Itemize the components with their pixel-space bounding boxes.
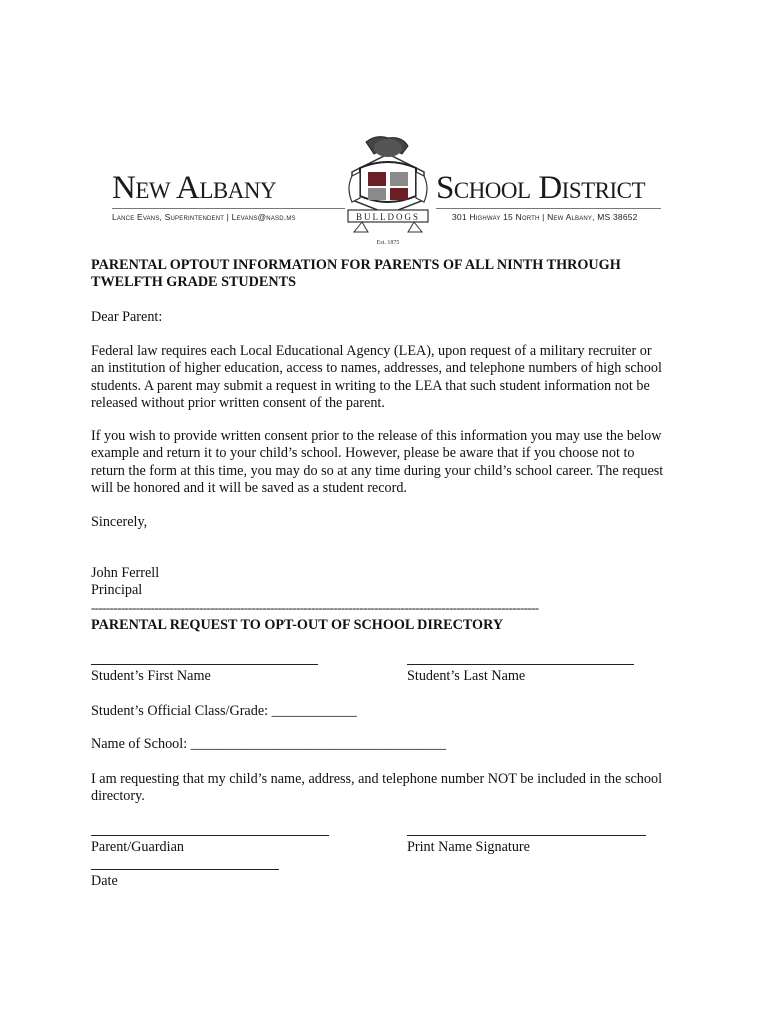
class-grade-field[interactable]: Student’s Official Class/Grade: ____________	[91, 703, 357, 719]
signer-title: Principal	[91, 582, 143, 598]
letter-title-line1: PARENTAL OPTOUT INFORMATION FOR PARENTS OF ALL NINTH THROUGH	[91, 257, 621, 273]
paragraph-line: Federal law requires each Local Educational Agency (LEA), upon request of a military recruiter or	[91, 343, 652, 359]
paragraph-line: will be honored and it will be saved as a student record.	[91, 480, 407, 497]
cut-line-separator: ------------------------------------------------------------------------------------------------------------------------	[91, 600, 539, 615]
address-line: 301 Highway 15 North | New Albany, MS 38652	[452, 212, 638, 222]
parent-guardian-label: Parent/Guardian	[91, 839, 184, 855]
first-name-label: Student’s First Name	[91, 668, 211, 684]
last-name-label: Student’s Last Name	[407, 668, 526, 684]
letter-title-line2: TWELFTH GRADE STUDENTS	[91, 274, 296, 290]
request-line: I am requesting that my child’s name, address, and telephone number NOT be included in the school	[91, 771, 663, 787]
paragraph-line: released without prior written consent of the parent.	[91, 395, 385, 412]
request-statement	[91, 771, 662, 806]
parent-signature-field[interactable]	[91, 835, 329, 836]
paragraph-line: students. A parent may submit a request in writing to the LEA that such student information not be	[91, 377, 650, 394]
signer-name: John Ferrell	[91, 565, 160, 581]
paragraph-line: If you wish to provide written consent prior to the release of this information you may use the below	[91, 428, 662, 444]
closing: Sincerely,	[91, 514, 148, 530]
print-name-label: Print Name Signature	[407, 839, 530, 855]
paragraph-line: an institution of higher education, access to names, addresses, and telephone numbers of high school	[91, 360, 662, 377]
form-title: PARENTAL REQUEST TO OPT-OUT OF SCHOOL DIRECTORY	[91, 617, 504, 633]
paragraph-line: return the form at this time, you may do so at any time during your child’s school career. The request	[91, 462, 664, 479]
request-line: directory.	[91, 788, 145, 805]
school-name-field[interactable]: Name of School: ____________________________________	[91, 736, 447, 752]
letterhead-rule-left	[112, 208, 345, 209]
paragraph-2	[91, 428, 663, 498]
crest-logo	[342, 132, 434, 248]
crest-established-text: Est. 1875	[376, 240, 400, 246]
date-label: Date	[91, 873, 118, 889]
superintendent-line: Lance Evans, Superintendent | Levans@nasd.ms	[112, 212, 296, 222]
district-name-right: School District	[436, 170, 646, 206]
salutation: Dear Parent:	[91, 309, 163, 325]
last-name-field[interactable]	[407, 664, 634, 665]
print-name-signature-field[interactable]	[407, 835, 646, 836]
crest-banner-text: BULLDOGS	[355, 212, 421, 222]
first-name-field[interactable]	[91, 664, 318, 665]
paragraph-1	[91, 343, 662, 413]
letterhead-rule-right	[436, 208, 661, 209]
district-name-left: New Albany	[112, 170, 277, 206]
date-field[interactable]	[91, 869, 279, 870]
paragraph-line: example and return it to your child’s school. However, please be aware that if you choose not to	[91, 445, 635, 462]
